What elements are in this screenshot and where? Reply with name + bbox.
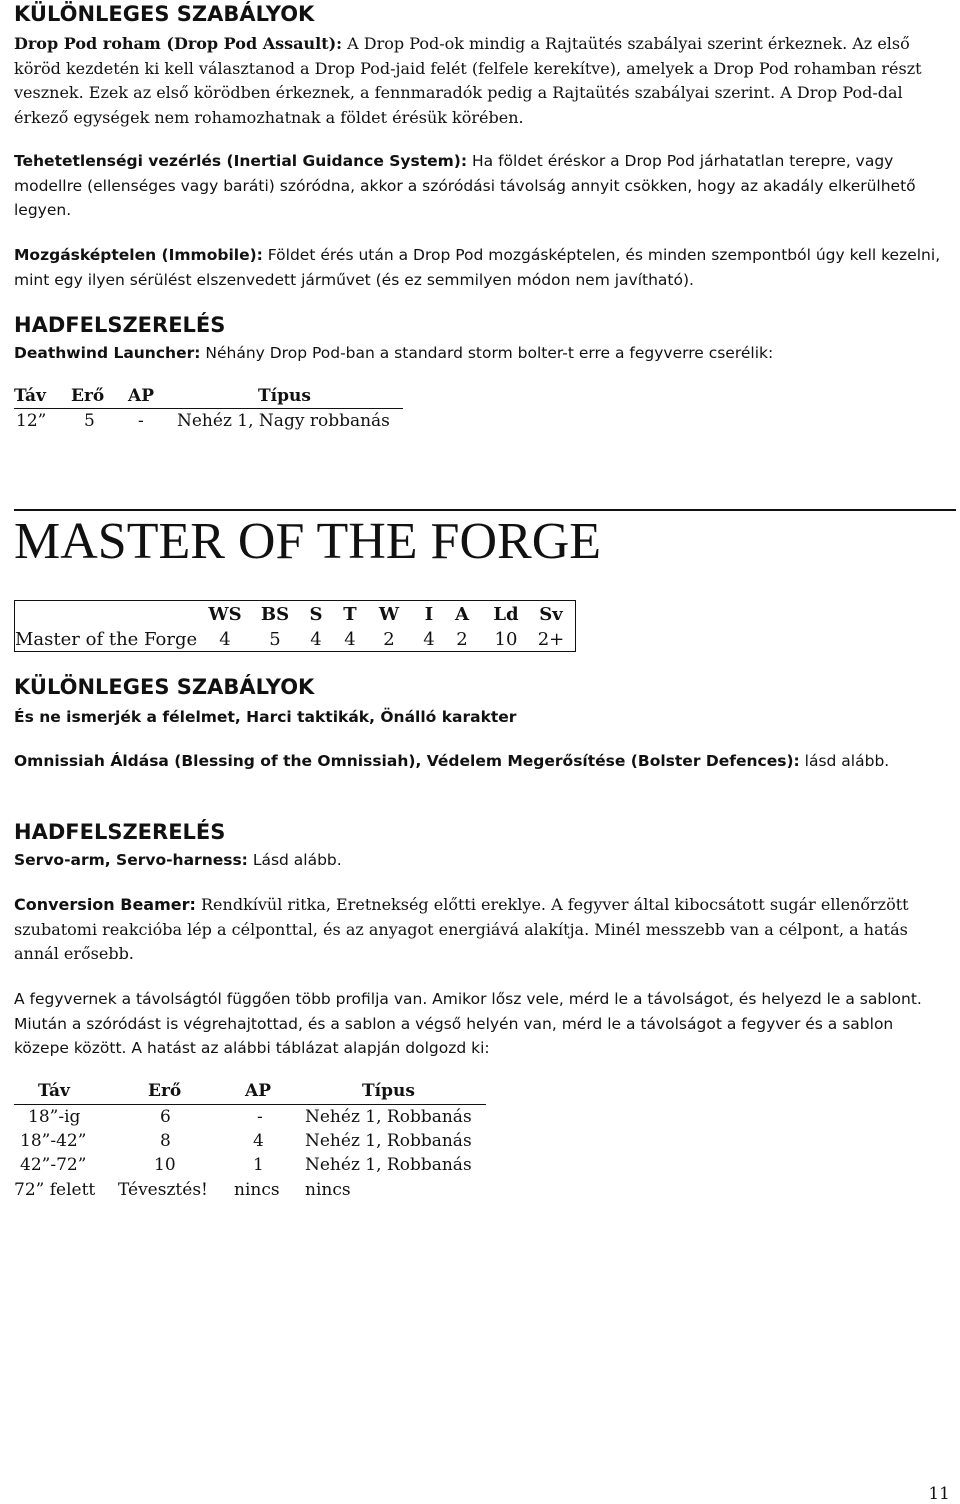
profile-header-a: A [455,604,469,625]
rule-title: Omnissiah Áldása (Blessing of the Omnissiah), Védelem Megerősítése (Bolster Defences): [14,752,800,770]
table-header-strength: Erő [148,1081,182,1101]
table-cell-type: Nehéz 1, Robbanás [305,1155,472,1175]
profile-value-ws: 4 [219,629,231,650]
profile-header-sv: Sv [539,604,563,625]
profile-value-s: 4 [310,629,322,650]
table-header-ap: AP [128,386,154,406]
profile-value-w: 2 [383,629,395,650]
table-divider [14,408,403,409]
special-rules-list [14,705,949,730]
table-cell-strength: Tévesztés! [118,1180,208,1200]
table-cell-range: 18”-42” [20,1131,87,1151]
weapon-title: Deathwind Launcher: [14,344,201,362]
servo-arm-text [14,848,949,873]
profile-header-i: I [424,604,434,625]
profile-value-i: 4 [423,629,435,650]
profile-value-a: 2 [456,629,468,650]
rule-title: Drop Pod roham (Drop Pod Assault): [14,34,343,53]
profile-header-ld: Ld [493,604,519,625]
profile-explanation: A fegyvernek a távolságtól függően több profilja van. Amikor lősz vele, mérd le a távolságot, és helyezd le a sablont. Miután a szóródást is végrehajtottad, és a sablon a végső helyén van, mérd le a távolságot a fegyver és a sablon közepe között. A hatást az alábbi táblázat alapján dolgozd ki: [14,990,922,1057]
immobile-rule [14,243,949,292]
profile-value-sv: 2+ [537,629,565,650]
table-cell-type: nincs [305,1180,351,1200]
deathwind-launcher-text [14,341,949,366]
table-cell-strength: 8 [160,1131,171,1151]
drop-pod-assault-rule [14,32,949,130]
inertial-guidance-rule [14,149,949,223]
profile-header-t: T [343,604,357,625]
rule-text: Földet érés után a Drop Pod mozgásképtelen, és minden szempontból úgy kell kezelni, mint egy ilyen sérülést elszenvedett járművet (és ez semmilyen módon nem javítható). [14,246,941,289]
table-cell-strength: 5 [84,411,95,431]
profile-header-w: W [378,604,400,625]
table-header-range: Táv [14,386,46,406]
table-header-type: Típus [258,386,311,406]
gear-title: Servo-arm, Servo-harness: [14,851,248,869]
table-header-type: Típus [362,1081,415,1101]
table-cell-ap: nincs [234,1180,280,1200]
master-of-the-forge-title: MASTER OF THE FORGE [14,513,602,570]
beamer-text: Rendkívül ritka, Eretnekség előtti ereklye. A fegyver által kibocsátott sugár ellenőrzött szubatomi reakcióba lép a célponttal, és az anyagot energiává alakítja. Minél messzebb van a célpont, a hatás annál erősebb. [14,895,909,963]
omnissiah-rule [14,749,949,774]
table-cell-type: Nehéz 1, Robbanás [305,1107,472,1127]
table-cell-range: 12” [16,411,47,431]
table-cell-ap: 1 [253,1155,264,1175]
rule-title: Tehetetlenségi vezérlés (Inertial Guidance System): [14,152,468,170]
profile-header-ws: WS [208,604,242,625]
rule-text: Ha földet éréskor a Drop Pod járhatatlan terepre, vagy modellre (ellenséges vagy baráti) szóródna, akkor a szóródási távolság annyit csökken, hogy az akadály elkerülhető legyen. [14,152,916,219]
special-rules-heading: KÜLÖNLEGES SZABÁLYOK [14,2,315,26]
page-number: 11 [928,1484,950,1504]
rule-text: lásd alább. [799,752,890,770]
title-rule [14,509,956,511]
profile-table [14,600,576,652]
wargear-heading: HADFELSZERELÉS [14,313,226,337]
table-header-range: Táv [38,1081,70,1101]
table-cell-strength: 10 [154,1155,176,1175]
table-header-strength: Erő [71,386,105,406]
weapon-text: Néhány Drop Pod-ban a standard storm bolter-t erre a fegyverre cserélik: [200,344,774,362]
profile-name: Master of the Forge [15,629,198,650]
table-cell-ap: - [138,411,144,431]
special-rules-heading-2: KÜLÖNLEGES SZABÁLYOK [14,675,315,699]
table-cell-type: Nehéz 1, Nagy robbanás [177,411,390,431]
rule-title: Mozgásképtelen (Immobile): [14,246,263,264]
table-cell-range: 42”-72” [20,1155,87,1175]
table-cell-ap: - [257,1107,263,1127]
table-divider [14,1104,486,1105]
table-cell-type: Nehéz 1, Robbanás [305,1131,472,1151]
gear-text: Lásd alább. [247,851,342,869]
wargear-heading-2: HADFELSZERELÉS [14,820,226,844]
profile-header-bs: BS [260,604,290,625]
rule-text: A Drop Pod-ok mindig a Rajtaütés szabályai szerint érkeznek. Az első köröd kezdetén ki kell választanod a Drop Pod-jaid felét (felfele kerekítve), amelyek a Drop Pod rohamban részt vesznek. Ezek az első körödben érkeznek, a fennmaradók pedig a Rajtaütés szabályai szerint. A Drop Pod-dal érkező egységek nem rohamozhatnak a földet érésük körében. [14,34,922,127]
beamer-title: Conversion Beamer: [14,895,196,914]
profile-value-ld: 10 [494,629,518,650]
profile-header-s: S [309,604,323,625]
table-cell-range: 18”-ig [28,1107,81,1127]
profile-value-t: 4 [344,629,356,650]
table-header-ap: AP [245,1081,271,1101]
rules-line: És ne ismerjék a félelmet, Harci taktikák, Önálló karakter [14,708,517,726]
conversion-beamer-text [14,893,949,967]
profile-value-bs: 5 [269,629,281,650]
table-cell-strength: 6 [160,1107,171,1127]
table-cell-ap: 4 [253,1131,264,1151]
table-cell-range: 72” felett [14,1180,96,1200]
